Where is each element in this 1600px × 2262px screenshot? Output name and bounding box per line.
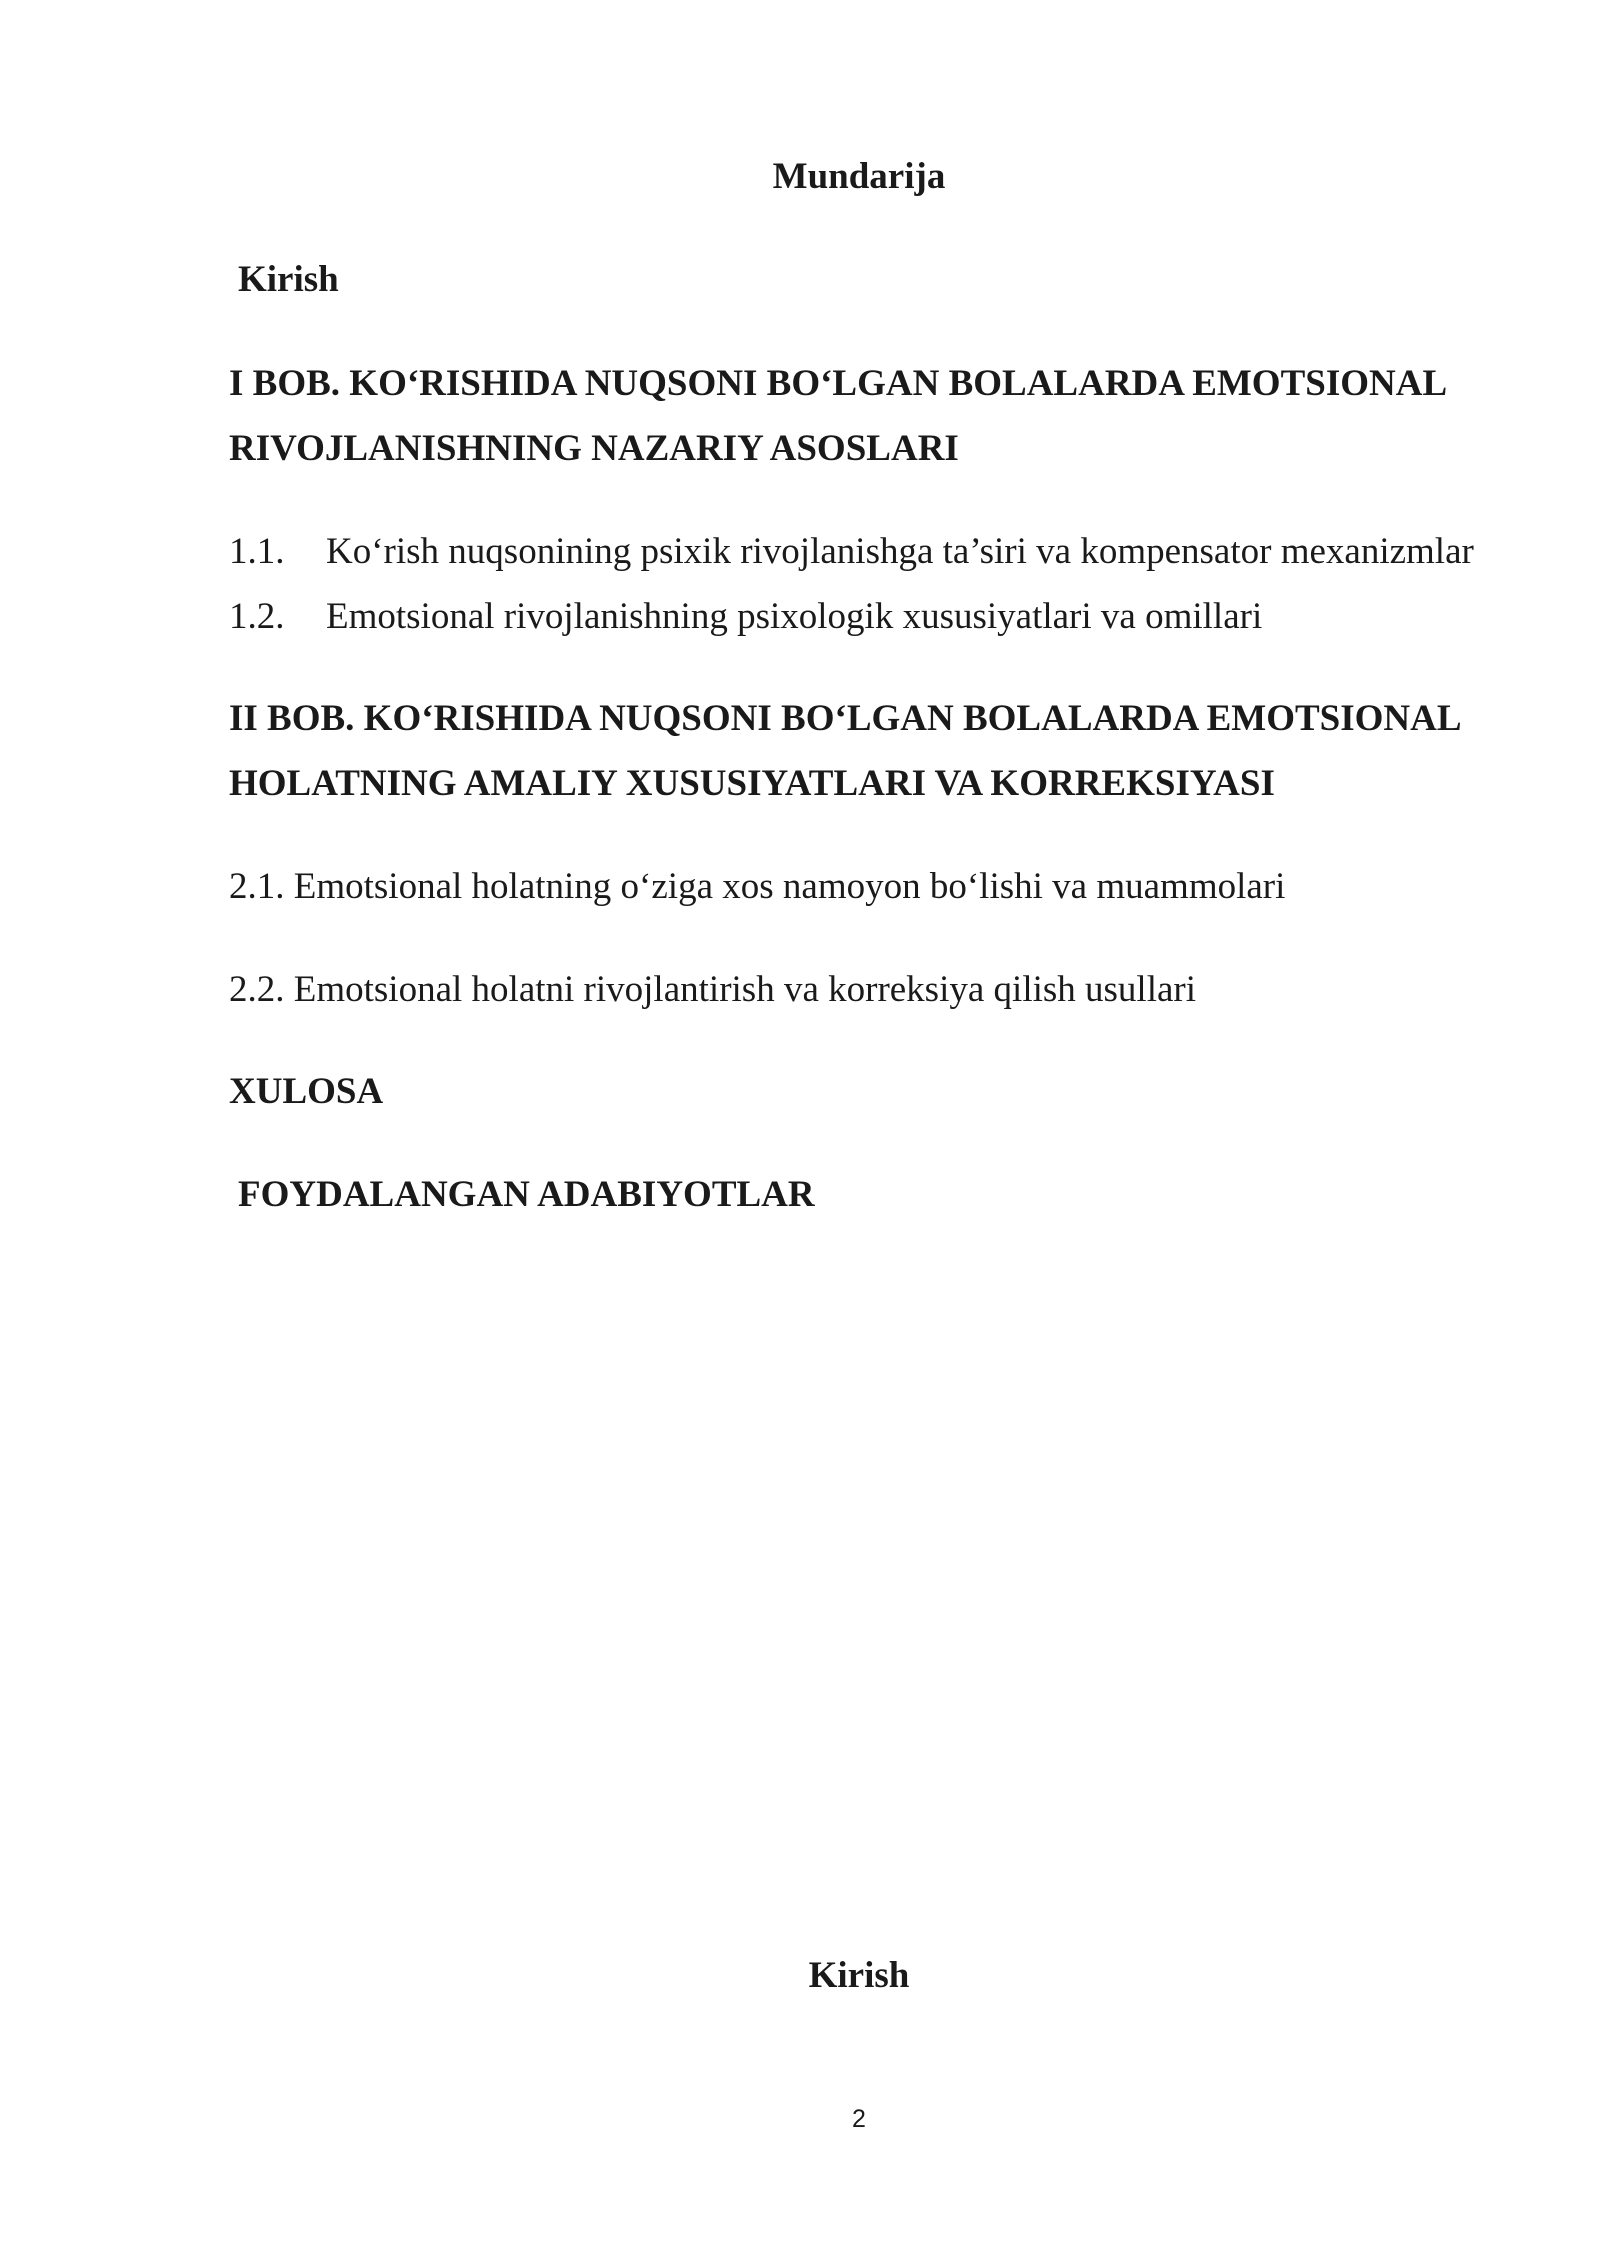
toc-item-intro: Kirish bbox=[238, 259, 339, 300]
toc-section-title: Ko‘rish nuqsonining psixik rivojlanishga ta’siri va kompensator mexanizmlar bbox=[326, 531, 1474, 572]
toc-item-conclusion: XULOSA bbox=[229, 1071, 384, 1112]
toc-chapter1-line2: RIVOJLANISHNING NAZARIY ASOSLARI bbox=[229, 428, 959, 469]
toc-section-number: 1.1. bbox=[229, 531, 285, 572]
toc-section-1-2 bbox=[229, 598, 1262, 635]
toc-chapter2-line2: HOLATNING AMALIY XUSUSIYATLARI VA KORREKSIYASI bbox=[229, 763, 1275, 804]
toc-section-number: 1.2. bbox=[229, 596, 285, 637]
toc-section-2-2: 2.2. Emotsional holatni rivojlantirish va korreksiya qilish usullari bbox=[229, 969, 1197, 1010]
page-number: 2 bbox=[852, 2105, 866, 2133]
toc-section-1-1 bbox=[229, 533, 1474, 570]
toc-chapter1-line1: I BOB. KO‘RISHIDA NUQSONI BO‘LGAN BOLALARDA EMOTSIONAL bbox=[229, 363, 1448, 404]
toc-section-title: Emotsional rivojlanishning psixologik xususiyatlari va omillari bbox=[326, 596, 1263, 637]
toc-title: Mundarija bbox=[772, 156, 946, 197]
toc-section-2-1: 2.1. Emotsional holatning o‘ziga xos namoyon bo‘lishi va muammolari bbox=[229, 866, 1286, 907]
section-heading-intro: Kirish bbox=[808, 1955, 910, 1996]
toc-chapter2-line1: II BOB. KO‘RISHIDA NUQSONI BO‘LGAN BOLALARDA EMOTSIONAL bbox=[229, 698, 1462, 739]
toc-item-references: FOYDALANGAN ADABIYOTLAR bbox=[238, 1174, 815, 1215]
